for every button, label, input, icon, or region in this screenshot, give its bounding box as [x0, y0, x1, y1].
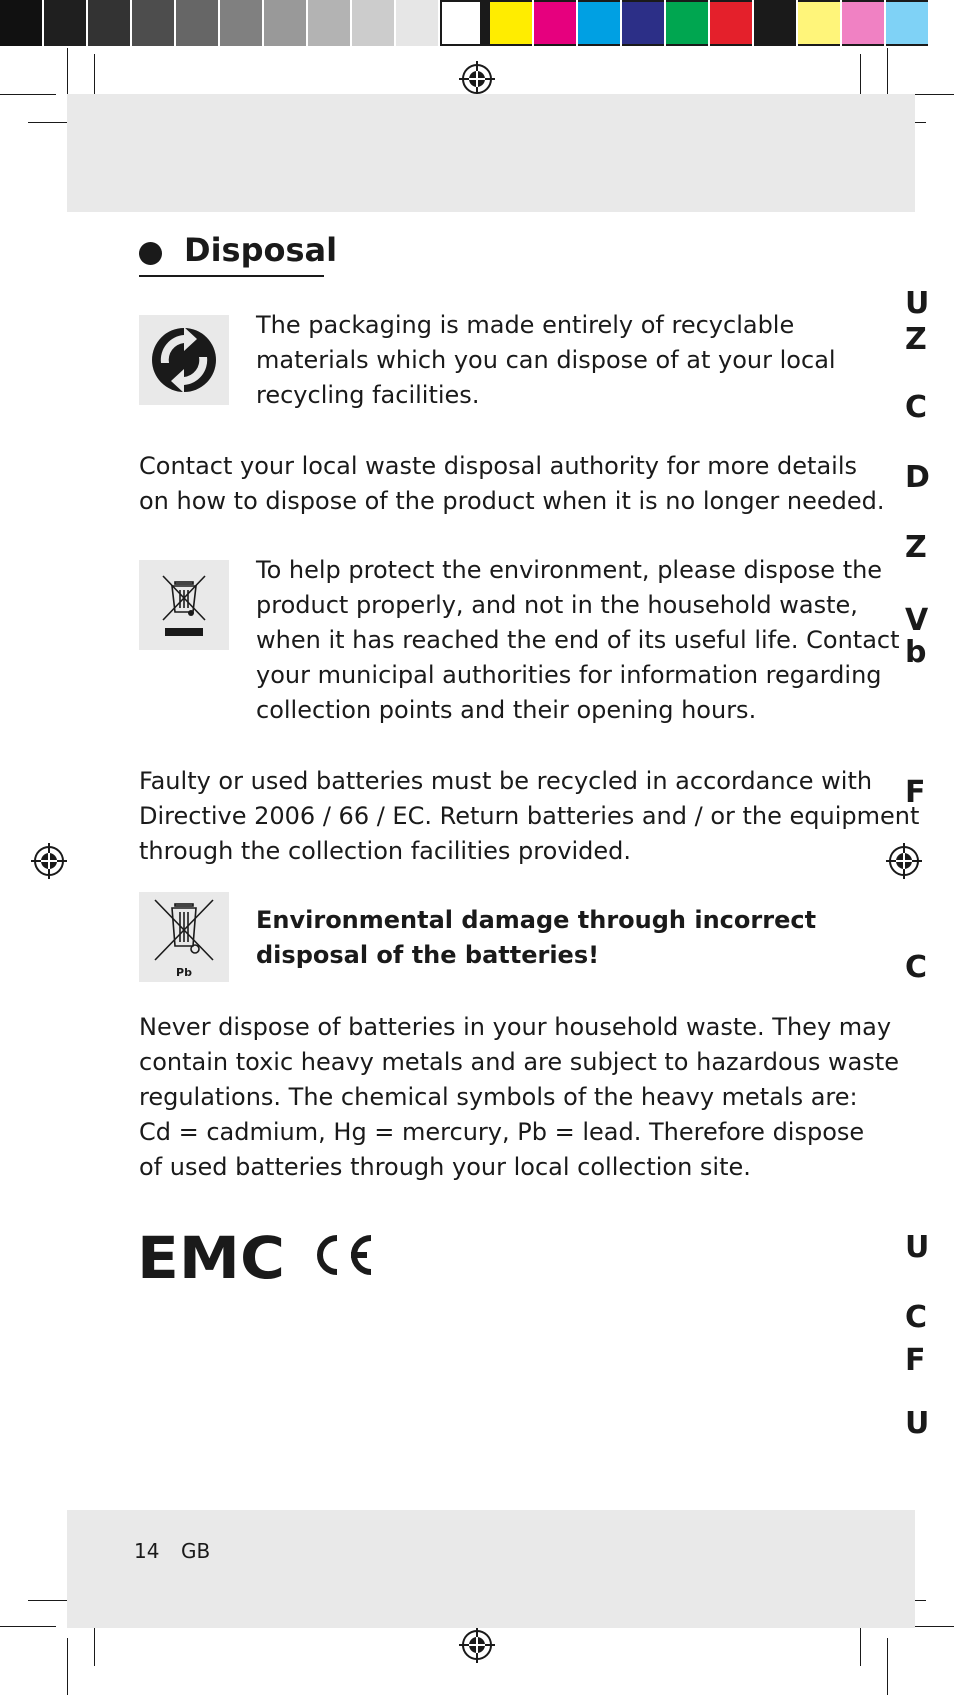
warning-line: Environmental damage through incorrect — [256, 906, 817, 934]
edge-letter: V — [905, 603, 929, 638]
text-line: product properly, and not in the household waste, — [256, 591, 858, 619]
process-color-swatch — [666, 0, 708, 46]
edge-letter: Z — [905, 530, 927, 565]
emc-ce-marks — [137, 1224, 377, 1292]
process-color-swatch — [886, 0, 928, 46]
gray-swatch — [396, 0, 438, 46]
process-color-swatch — [622, 0, 664, 46]
gray-swatch — [0, 0, 42, 46]
swatch-separator — [482, 0, 490, 46]
text-line: The packaging is made entirely of recyclable — [256, 311, 795, 339]
text-line: Faulty or used batteries must be recycled in accordance with — [139, 767, 873, 795]
battery-label: Pb — [176, 966, 192, 979]
text-line: Directive 2006 / 66 / EC. Return batteries and / or the equipment — [139, 802, 920, 830]
battery-bin-icon-box — [139, 892, 229, 982]
text-line: recycling facilities. — [256, 381, 480, 409]
text-line: Never dispose of batteries in your household waste. They may — [139, 1013, 892, 1041]
edge-letter: U — [905, 1230, 930, 1265]
edge-letter: C — [905, 390, 928, 425]
process-color-swatch — [754, 0, 796, 46]
gray-swatch — [440, 0, 482, 46]
text-line: through the collection facilities provided. — [139, 837, 632, 865]
crop-mark — [67, 48, 68, 100]
text-line: Contact your local waste disposal authority for more details — [139, 452, 858, 480]
gray-swatch — [44, 0, 86, 46]
bin-icon-box — [139, 560, 229, 650]
text-line: Cd = cadmium, Hg = mercury, Pb = lead. Therefore dispose — [139, 1118, 865, 1146]
text-line: collection points and their opening hours. — [256, 696, 757, 724]
gray-swatch — [88, 0, 130, 46]
text-line: when it has reached the end of its useful life. Contact — [256, 626, 900, 654]
crop-mark — [0, 94, 56, 95]
gray-swatch — [220, 0, 262, 46]
registration-mark-icon — [459, 61, 495, 97]
heading-underline — [139, 275, 324, 277]
crop-mark — [67, 1638, 68, 1695]
footer-band — [67, 1510, 915, 1628]
text-line: of used batteries through your local collection site. — [139, 1153, 751, 1181]
text-line: materials which you can dispose of at your local — [256, 346, 836, 374]
process-color-swatch — [710, 0, 752, 46]
emc-ce-logo-icon — [137, 1224, 377, 1292]
crossed-out-wheelie-bin-icon — [139, 560, 229, 650]
registration-mark-icon — [31, 843, 67, 879]
edge-letter: U — [905, 286, 930, 321]
edge-letter: Z — [905, 322, 927, 357]
section-title: Disposal — [184, 231, 338, 269]
gray-swatch — [132, 0, 174, 46]
text-line: your municipal authorities for information regarding — [256, 661, 882, 689]
crop-mark — [0, 1626, 56, 1627]
process-color-swatch — [842, 0, 884, 46]
text-line: contain toxic heavy metals and are subject to hazardous waste — [139, 1048, 900, 1076]
gray-swatch — [308, 0, 350, 46]
header-band — [67, 94, 915, 212]
text-line: regulations. The chemical symbols of the heavy metals are: — [139, 1083, 858, 1111]
page-number: 14 — [134, 1539, 160, 1563]
crossed-out-battery-bin-icon — [139, 892, 229, 982]
warning-line: disposal of the batteries! — [256, 941, 600, 969]
process-color-swatch — [534, 0, 576, 46]
process-color-swatch — [798, 0, 840, 46]
text-line: on how to dispose of the product when it is no longer needed. — [139, 487, 885, 515]
gray-swatch — [176, 0, 218, 46]
edge-letter: F — [905, 1343, 926, 1378]
green-dot-recycling-icon — [139, 315, 229, 405]
emc-mark: EMC — [137, 1224, 285, 1292]
edge-letter: U — [905, 1406, 930, 1441]
process-color-swatch — [490, 0, 532, 46]
crop-mark — [887, 1638, 888, 1695]
process-color-swatch — [578, 0, 620, 46]
edge-letter: D — [905, 460, 930, 495]
edge-letter: C — [905, 950, 928, 985]
gray-swatch — [352, 0, 394, 46]
crop-mark — [887, 48, 888, 100]
registration-mark-icon — [459, 1627, 495, 1663]
recycle-icon-box — [139, 315, 229, 405]
gray-swatch — [264, 0, 306, 46]
language-code: GB — [181, 1539, 211, 1563]
heading-bullet — [139, 242, 162, 265]
edge-letter: F — [905, 775, 926, 810]
registration-mark-icon — [886, 843, 922, 879]
edge-letter: C — [905, 1300, 928, 1335]
text-line: To help protect the environment, please dispose the — [256, 556, 883, 584]
edge-letter: b — [905, 635, 927, 670]
